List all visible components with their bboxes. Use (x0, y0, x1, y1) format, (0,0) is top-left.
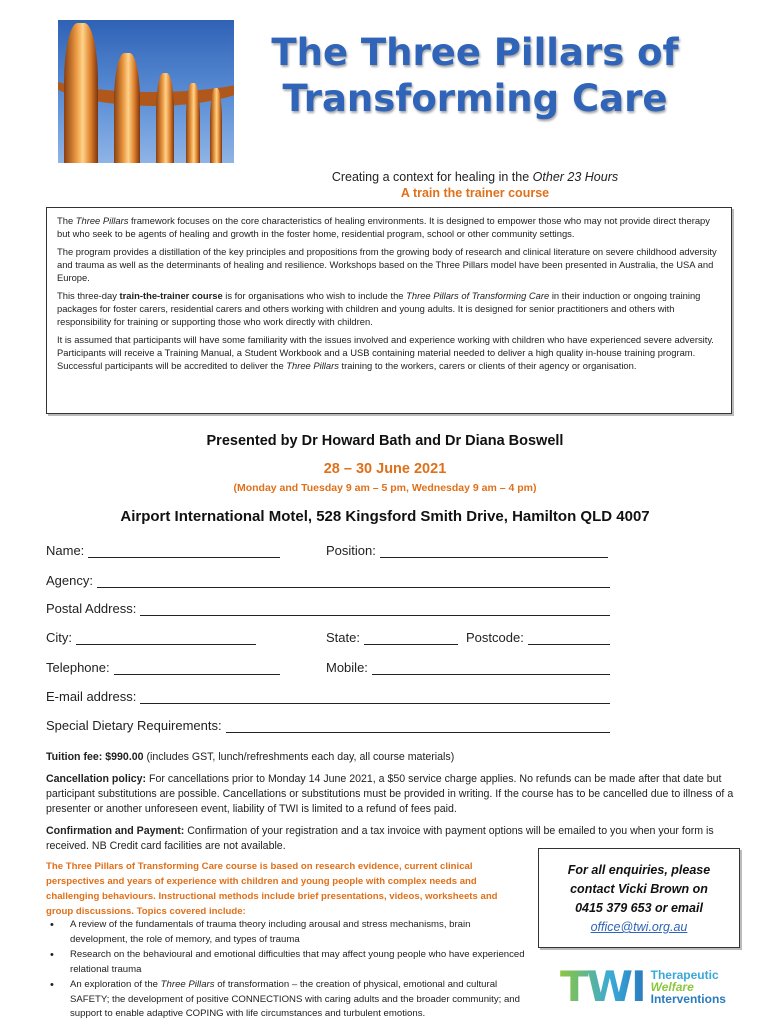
twi-logo (560, 962, 740, 1012)
intro-paragraph-3: This three-day train-the-trainer course is for organisations who wish to include the Three Pillars of Transforming Care in their induction or ongoing training packages for foster carers, residential carers and others working with children and young adults. It is designed for senior practitioners and others with responsibility for training or supporting those who work directly with children. (57, 290, 701, 327)
tagline: Creating a context for healing in the Other 23 Hours (331, 170, 619, 184)
name-field[interactable]: Name: (46, 540, 280, 558)
agency-field[interactable]: Agency: (46, 570, 610, 588)
logo-wordmark: Therapeutic Welfare Interventions (650, 968, 726, 1006)
logo-mark: TWI (560, 962, 645, 1011)
course-type: A train the trainer course (400, 186, 550, 200)
tuition-fee: Tuition fee: $990.00 (includes GST, lunch/refreshments each day, all course materials) (46, 751, 455, 763)
intro-paragraph-4: It is assumed that participants will have some familiarity with the issues involved and experience working with children who have experienced severe adversity. Participants will receive a Training Manual, a Student Workbook and a USB containing material needed to deliver a high quality in-house training program. Successful participants will be accredited to deliver the Three Pillars training to the workers, carers or clients of their agency or organisation. (57, 334, 714, 371)
confirmation-payment: Confirmation and Payment: Confirmation of your registration and a tax invoice with payment options will be emailed to you when your form is received. NB Credit card facilities are not available. (46, 825, 714, 852)
email-field[interactable]: E-mail address: (46, 686, 610, 704)
event-venue: Airport International Motel, 528 Kingsford Smith Drive, Hamilton QLD 4007 (120, 508, 650, 525)
cancellation-policy: Cancellation policy: For cancellations prior to Monday 14 June 2021, a $50 service charge applies. No refunds can be made after that date but participant substitutions are possible. Cancellations or substitutions must be provided in writing. If the course has to be cancelled due to illness of a presenter or another unforeseen event, liability of TWI is limited to a refund of fees paid. (46, 773, 734, 815)
city-field[interactable]: City: (46, 627, 256, 645)
topics-list (46, 918, 526, 1023)
event-times: (Monday and Tuesday 9 am – 5 pm, Wednesday 9 am – 4 pm) (233, 482, 537, 494)
state-field[interactable]: State: (326, 627, 458, 645)
postal-address-field[interactable]: Postal Address: (46, 598, 610, 616)
presenters: Presented by Dr Howard Bath and Dr Diana Boswell (206, 433, 564, 449)
intro-box (46, 207, 732, 414)
header-photo-columns (58, 20, 234, 163)
page-title: The Three Pillars of Transforming Care (271, 31, 679, 120)
list-item: • An exploration of the Three Pillars of transformation – the creation of physical, emotional and cultural SAFETY; the development of positive CONNECTIONS with caring adults and the broader community; and support to enable adaptive COPING with life circumstances and turbulent emotions. (46, 978, 526, 1022)
telephone-field[interactable]: Telephone: (46, 657, 280, 675)
list-item: • Research on the behavioural and emotional difficulties that may affect young people who have experienced relational trauma (46, 948, 526, 977)
intro-paragraph-1: The Three Pillars framework focuses on the core characteristics of healing environments. It is designed to empower those who may not provide direct therapy but who seek to be agents of healing and growth in the foster home, residential program, school or other community settings. (57, 215, 710, 239)
position-field[interactable]: Position: (326, 540, 608, 558)
event-dates: 28 – 30 June 2021 (323, 461, 447, 477)
course-description: The Three Pillars of Transforming Care course is based on research evidence, current clinical perspectives and years of experience with children and young people with complex needs and challenging behaviours. Instructional methods include brief presentations, videos, worksheets and group discussions. Topics covered include: (46, 861, 498, 917)
intro-paragraph-2: The program provides a distillation of the key principles and propositions from the growing body of research and clinical literature on severe childhood adversity and trauma as well as the determinants of healing and resilience. Workshops based on the Three Pillars model have been presented in Australia, the USA and Europe. (57, 246, 717, 283)
mobile-field[interactable]: Mobile: (326, 657, 610, 675)
dietary-requirements-field[interactable]: Special Dietary Requirements: (46, 715, 610, 733)
email-link[interactable]: office@twi.org.au (590, 920, 688, 934)
postcode-field[interactable]: Postcode: (466, 627, 610, 645)
list-item: • A review of the fundamentals of trauma theory including arousal and stress mechanisms, brain development, the role of memory, and types of trauma (46, 918, 526, 947)
enquiries-box: For all enquiries, please contact Vicki Brown on 0415 379 653 or email office@twi.org.au (538, 848, 740, 948)
